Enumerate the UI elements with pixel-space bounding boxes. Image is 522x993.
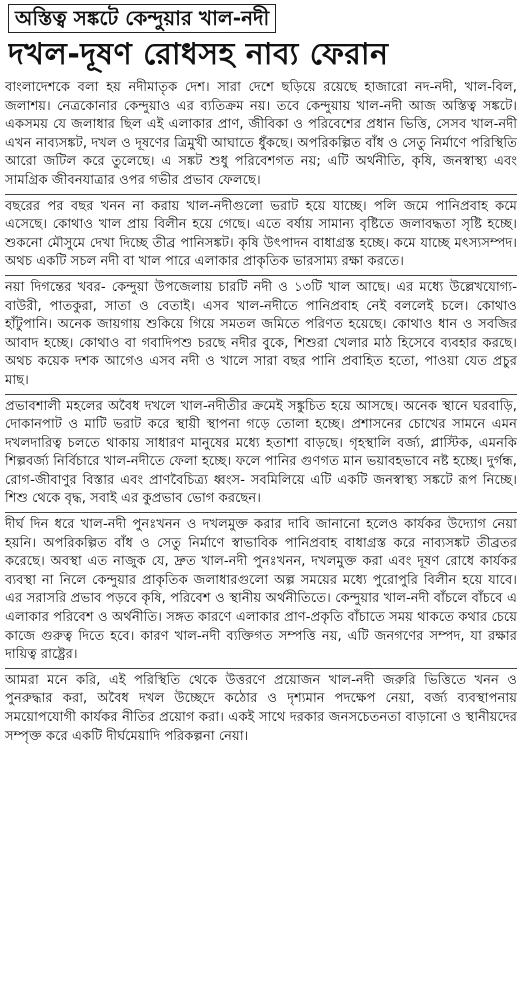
paragraph-divider <box>5 275 517 276</box>
paragraph-1: বাংলাদেশকে বলা হয় নদীমাতৃক দেশ। সারা দেশে ছড়িয়ে রয়েছে হাজারো নদ-নদী, খাল-বিল, জলাশয়। নেত্রকোনার কেন্দুয়াও এর ব্যতিক্রম নয়। তবে কেন্দুয়ায় খাল-নদী আজ অস্তিত্ব সঙ্কটে। একসময় যে জলাধার ছিল এই এলাকার প্রাণ, জীবিকা ও পরিবেশের প্রধান ভিত্তি, সেসব খাল-নদী এখন নাব্যসঙ্কট, দখল ও দূষণের ত্রিমুখী আঘাতে ধুঁকছে। অপরিকল্পিত বাঁধ ও সেতু নির্মাণে পরিস্থিতি আরো জটিল করে তুলেছে। এ সঙ্কট শুধু পরিবেশগত নয়; এটি অর্থনীতি, কৃষি, জনস্বাস্থ্য এবং সামগ্রিক জীবনযাত্রার ওপর গভীর প্রভাব ফেলছে। <box>5 80 517 188</box>
paragraph-divider <box>5 512 517 513</box>
paragraph-4: প্রভাবশালী মহলের অবৈধ দখলে খাল-নদীতীর ক্রমেই সঙ্কুচিত হয়ে আসছে। অনেক স্থানে ঘরবাড়ি, দোকানপাট ও মাটি ভরাট করে স্থায়ী স্থাপনা গড়ে তোলা হচ্ছে। প্রশাসনের চোখের সামনে এমন দখলদারিত্ব চলতে থাকায় সাধারণ মানুষের মধ্যে হতাশা বাড়ছে। গৃহস্থালি বর্জ্য, প্লাস্টিক, এমনকি শিল্পবর্জ্য নির্বিচারে খাল-নদীতে ফেলা হচ্ছে। ফলে পানির গুণগত মান ভয়াবহভাবে নষ্ট হচ্ছে। দুর্গন্ধ, রোগ-জীবাণুর বিস্তার এবং প্রাণবৈচিত্র্য ধ্বংস- সবমিলিয়ে এটি একটি জনস্বাস্থ্য সঙ্কটে রূপ নিচ্ছে। শিশু থেকে বৃদ্ধ, সবাই এর কুপ্রভাব ভোগ করছেন। <box>5 398 517 507</box>
paragraph-divider <box>5 668 517 669</box>
article-body <box>5 79 517 746</box>
headline: দখল-দূষণ রোধসহ নাব্য ফেরান <box>8 37 389 72</box>
paragraph-divider <box>5 194 517 195</box>
paragraph-divider <box>5 394 517 395</box>
paragraph-6: আমরা মনে করি, এই পরিস্থিতি থেকে উত্তরণে প্রয়োজন খাল-নদী জরুরি ভিত্তিতে খনন ও পুনরুদ্ধার করা, অবৈধ দখল উচ্ছেদে কঠোর ও দৃশ্যমান পদক্ষেপ নেয়া, বর্জ্য ব্যবস্থাপনায় সময়োপযোগী কার্যকর নীতির প্রয়োগ করা। একই সাথে দরকার জনসচেতনতা বাড়ানো ও স্থানীয়দের সম্পৃক্ত করে একটি দীর্ঘমেয়াদি পরিকল্পনা নেয়া। <box>5 672 517 744</box>
paragraph-3: নয়া দিগন্তের খবর- কেন্দুয়া উপজেলায় চারটি নদী ও ১৩টি খাল আছে। এর মধ্যে উল্লেখযোগ্য- বাউরী, পাতকুরা, সাতা ও বেতাই। এসব খাল-নদীতে পানিপ্রবাহ নেই বললেই চলে। কোথাও হাঁটুপানি। অনেক জায়গায় শুকিয়ে গিয়ে সমতল জমিতে পরিণত হয়েছে। কোথাও ধান ও সবজির আবাদ হচ্ছে। কোথাও বা গবাদিপশু চরছে নদীর বুকে, শিশুরা খেলার মাঠ হিসেবে ব্যবহার করছে। অথচ কয়েক দশক আগেও এসব নদী ও খালে সারা বছর পানি প্রবাহিত হতো, পাওয়া যেত প্রচুর মাছ। <box>5 279 517 388</box>
paragraph-5: দীর্ঘ দিন ধরে খাল-নদী পুনঃখনন ও দখলমুক্ত করার দাবি জানানো হলেও কার্যকর উদ্যোগ নেয়া হয়নি। অপরিকল্পিত বাঁধ ও সেতু নির্মাণে স্বাভাবিক পানিপ্রবাহ বাধাগ্রস্ত করে নাব্যসঙ্কট তীব্রতর করেছে। অবস্থা এত নাজুক যে, দ্রুত খাল-নদী পুনঃখনন, দখলমুক্ত করা এবং দূষণ রোধে কার্যকর ব্যবস্থা না নিলে কেন্দুয়ার প্রাকৃতিক জলাধারগুলো অল্প সময়ের মধ্যে পুরোপুরি বিলীন হয়ে যাবে। এর সরাসরি প্রভাব পড়বে কৃষি, পরিবেশ ও স্থানীয় অর্থনীতিতে। কেন্দুয়ার খাল-নদী বাঁচলে বাঁচবে এ এলাকার পরিবেশ ও অর্থনীতি। সঙ্গত কারণে এলাকার প্রাণ-প্রকৃতি বাঁচাতে সময় থাকতে কথার চেয়ে কাজে গুরুত্ব দিতে হবে। কারণ খাল-নদী ব্যক্তিগত সম্পত্তি নয়, এটি জনগণের সম্পদ, যা রক্ষার দায়িত্ব রাষ্ট্রের। <box>5 517 517 663</box>
paragraph-2: বছরের পর বছর খনন না করায় খাল-নদীগুলো ভরাট হয়ে যাচ্ছে। পলি জমে পানিপ্রবাহ কমে এসেছে। কোথাও খাল প্রায় বিলীন হয়ে গেছে। এতে বর্ষায় সামান্য বৃষ্টিতে জলাবদ্ধতা সৃষ্টি হচ্ছে। শুকনো মৌসুমে দেখা দিচ্ছে তীব্র পানিসঙ্কট। কৃষি উৎপাদন বাধাগ্রস্ত হচ্ছে। কমে যাচ্ছে মৎস্যসম্পদ। অথচ একটি সচল নদী বা খাল পারে এলাকার প্রাকৃতিক ভারসাম্য রক্ষা করতে। <box>5 198 517 270</box>
kicker-title: অস্তিত্ব সঙ্কটে কেন্দুয়ার খাল-নদী <box>8 4 276 33</box>
